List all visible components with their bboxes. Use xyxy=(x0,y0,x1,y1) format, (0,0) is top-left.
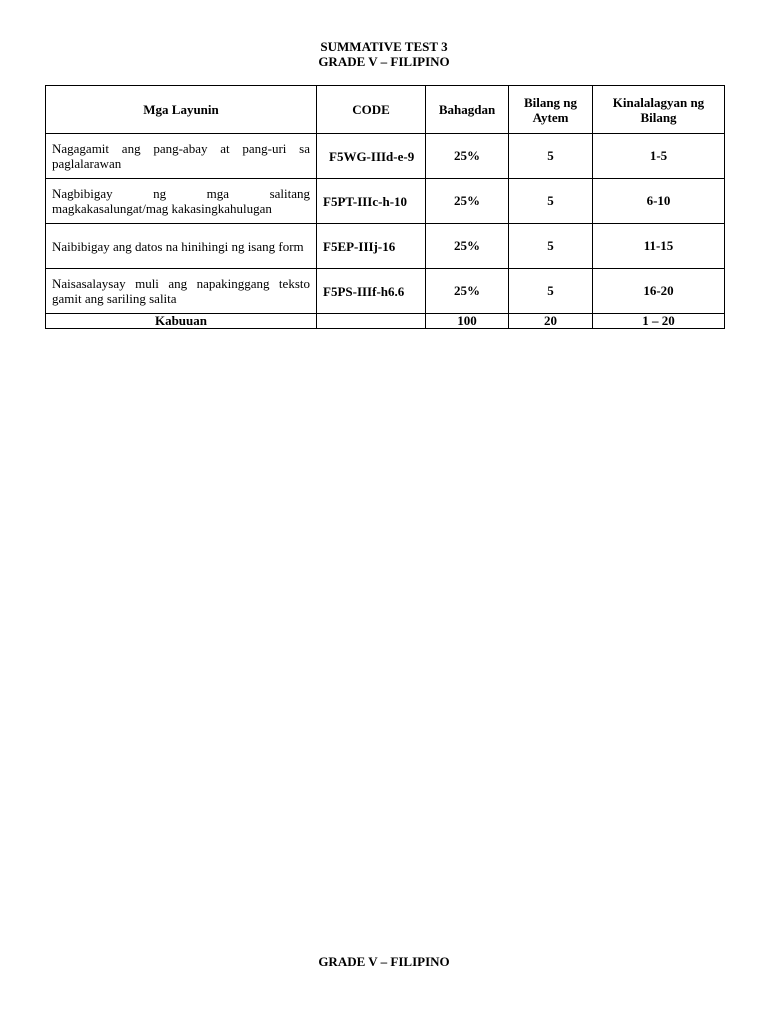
cell-placement: 1-5 xyxy=(593,134,725,179)
cell-items: 5 xyxy=(509,134,593,179)
cell-code: F5WG-IIId-e-9 xyxy=(317,134,426,179)
total-percentage: 100 xyxy=(426,314,509,329)
cell-percentage: 25% xyxy=(426,179,509,224)
total-items: 20 xyxy=(509,314,593,329)
header-percentage: Bahagdan xyxy=(426,86,509,134)
document-title-block xyxy=(0,39,768,69)
table-total-row xyxy=(46,314,725,329)
table-row xyxy=(46,179,725,224)
cell-code: F5EP-IIIj-16 xyxy=(317,224,426,269)
header-code: CODE xyxy=(317,86,426,134)
table-row xyxy=(46,224,725,269)
table-of-specifications xyxy=(45,85,725,329)
cell-items: 5 xyxy=(509,179,593,224)
page-footer: GRADE V – FILIPINO xyxy=(318,954,450,969)
cell-items: 5 xyxy=(509,269,593,314)
cell-percentage: 25% xyxy=(426,224,509,269)
cell-code: F5PS-IIIf-h6.6 xyxy=(317,269,426,314)
cell-objective: Nagbibigay ng mga salitang magkakasalungat/mag kakasingkahulugan xyxy=(46,179,317,224)
cell-code: F5PT-IIIc-h-10 xyxy=(317,179,426,224)
cell-placement: 6-10 xyxy=(593,179,725,224)
cell-placement: 16-20 xyxy=(593,269,725,314)
cell-objective: Naibibigay ang datos na hinihingi ng isang form xyxy=(46,224,317,269)
cell-items: 5 xyxy=(509,224,593,269)
document-subtitle: GRADE V – FILIPINO xyxy=(318,54,450,69)
table-row xyxy=(46,269,725,314)
table-header-row xyxy=(46,86,725,134)
total-placement: 1 – 20 xyxy=(593,314,725,329)
document-title: SUMMATIVE TEST 3 xyxy=(320,39,448,54)
total-code xyxy=(317,314,426,329)
cell-percentage: 25% xyxy=(426,134,509,179)
cell-objective: Nagagamit ang pang-abay at pang-uri sa paglalarawan xyxy=(46,134,317,179)
header-items: Bilang ng Aytem xyxy=(509,86,593,134)
table-row xyxy=(46,134,725,179)
cell-objective: Naisasalaysay muli ang napakinggang teksto gamit ang sariling salita xyxy=(46,269,317,314)
cell-placement: 11-15 xyxy=(593,224,725,269)
cell-percentage: 25% xyxy=(426,269,509,314)
header-placement: Kinalalagyan ng Bilang xyxy=(593,86,725,134)
header-objectives: Mga Layunin xyxy=(46,86,317,134)
total-label: Kabuuan xyxy=(46,314,317,329)
